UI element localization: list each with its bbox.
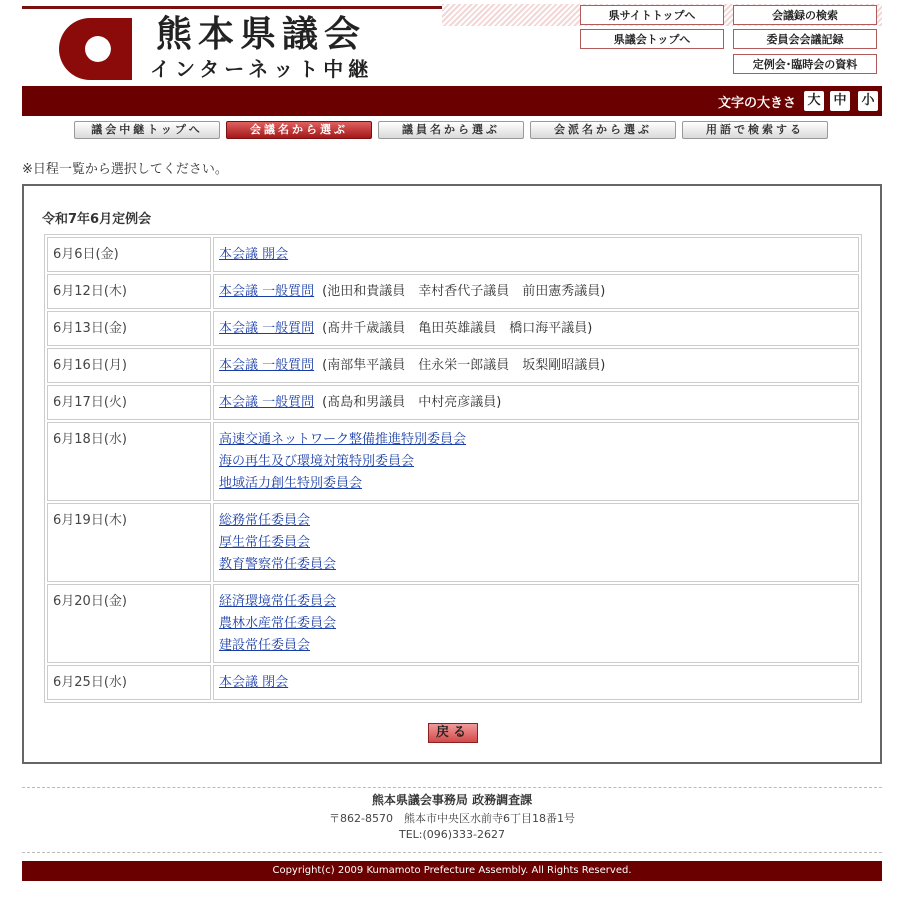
meeting-link[interactable]: 海の再生及び環境対策特別委員会 bbox=[219, 454, 415, 469]
nav-by-term[interactable]: 用語で検索する bbox=[682, 121, 828, 139]
page bbox=[22, 0, 882, 876]
meeting-link[interactable]: 本会議 開会 bbox=[219, 247, 289, 262]
event-line bbox=[219, 510, 853, 532]
event-line bbox=[219, 473, 853, 495]
nav-broadcast-top[interactable]: 議会中継トップへ bbox=[74, 121, 220, 139]
font-large-button[interactable]: 大 bbox=[804, 91, 824, 111]
schedule-date: 6月6日(金) bbox=[47, 237, 211, 272]
meeting-link[interactable]: 総務常任委員会 bbox=[219, 513, 311, 528]
event-line bbox=[219, 429, 853, 451]
minutes-search-button[interactable]: 会議録の検索 bbox=[733, 5, 877, 25]
event-line bbox=[219, 554, 853, 576]
meeting-link[interactable]: 本会議 一般質問 bbox=[219, 358, 315, 373]
schedule-panel bbox=[22, 184, 882, 764]
copyright: Copyright(c) 2009 Kumamoto Prefecture Assembly. All Rights Reserved. bbox=[22, 861, 882, 881]
meeting-link[interactable]: 厚生常任委員会 bbox=[219, 535, 311, 550]
meeting-link[interactable]: 農林水産常任委員会 bbox=[219, 616, 337, 631]
schedule-row bbox=[47, 348, 859, 383]
schedule-events bbox=[213, 348, 859, 383]
schedule-row bbox=[47, 274, 859, 309]
schedule-date: 6月18日(水) bbox=[47, 422, 211, 501]
speaker-list: (髙井千歳議員 亀田英雄議員 橋口海平議員) bbox=[322, 321, 593, 336]
schedule-events bbox=[213, 311, 859, 346]
schedule-events bbox=[213, 385, 859, 420]
event-line bbox=[219, 613, 853, 635]
event-line bbox=[219, 392, 853, 414]
schedule-events bbox=[213, 503, 859, 582]
event-line bbox=[219, 532, 853, 554]
meeting-link[interactable]: 本会議 一般質問 bbox=[219, 395, 315, 410]
font-medium-button[interactable]: 中 bbox=[830, 91, 850, 111]
schedule-row bbox=[47, 422, 859, 501]
site-subtitle: インターネット中継 bbox=[150, 57, 374, 81]
schedule-date: 6月17日(火) bbox=[47, 385, 211, 420]
meeting-link[interactable]: 本会議 一般質問 bbox=[219, 284, 315, 299]
event-line bbox=[219, 244, 853, 266]
font-small-button[interactable]: 小 bbox=[858, 91, 878, 111]
site-title: 熊本県議会 bbox=[156, 13, 367, 55]
footer-org: 熊本県議会事務局 政務調査課 bbox=[371, 793, 533, 807]
instruction-text: ※日程一覧から選択してください。 bbox=[22, 162, 228, 177]
meeting-link[interactable]: 教育警察常任委員会 bbox=[219, 557, 337, 572]
logo-emblem-icon bbox=[50, 18, 132, 80]
event-line bbox=[219, 591, 853, 613]
site-top-button[interactable]: 県サイトトップへ bbox=[580, 5, 724, 25]
nav-by-faction[interactable]: 会派名から選ぶ bbox=[530, 121, 676, 139]
schedule-events bbox=[213, 584, 859, 663]
meeting-link[interactable]: 高速交通ネットワーク整備推進特別委員会 bbox=[219, 432, 467, 447]
event-line bbox=[219, 672, 853, 694]
event-line bbox=[219, 635, 853, 657]
footer-divider bbox=[22, 852, 882, 853]
schedule-events bbox=[213, 665, 859, 700]
header-rule bbox=[22, 6, 442, 9]
schedule-row bbox=[47, 584, 859, 663]
meeting-link[interactable]: 地域活力創生特別委員会 bbox=[219, 476, 363, 491]
font-size-label: 文字の大きさ bbox=[717, 96, 796, 111]
speaker-list: (髙島和男議員 中村亮彦議員) bbox=[322, 395, 502, 410]
committee-records-button[interactable]: 委員会会議記録 bbox=[733, 29, 877, 49]
council-top-button[interactable]: 県議会トップへ bbox=[580, 29, 724, 49]
schedule-date: 6月16日(月) bbox=[47, 348, 211, 383]
event-line bbox=[219, 281, 853, 303]
schedule-events bbox=[213, 274, 859, 309]
nav-by-member[interactable]: 議員名から選ぶ bbox=[378, 121, 524, 139]
nav-by-meeting[interactable]: 会議名から選ぶ bbox=[226, 121, 372, 139]
footer-address: 〒862-8570 熊本市中央区水前寺6丁目18番1号 bbox=[329, 812, 575, 825]
schedule-date: 6月19日(木) bbox=[47, 503, 211, 582]
schedule-date: 6月13日(金) bbox=[47, 311, 211, 346]
speaker-list: (池田和貴議員 幸村香代子議員 前田憲秀議員) bbox=[322, 284, 606, 299]
schedule-row bbox=[47, 311, 859, 346]
speaker-list: (南部隼平議員 住永栄一郎議員 坂梨剛昭議員) bbox=[322, 358, 606, 373]
event-line bbox=[219, 451, 853, 473]
footer-divider bbox=[22, 787, 882, 788]
event-line bbox=[219, 318, 853, 340]
event-line bbox=[219, 355, 853, 377]
meeting-link[interactable]: 本会議 閉会 bbox=[219, 675, 289, 690]
schedule-row bbox=[47, 237, 859, 272]
schedule-row bbox=[47, 503, 859, 582]
footer-tel: TEL:(096)333-2627 bbox=[398, 828, 506, 841]
header bbox=[22, 0, 882, 86]
session-materials-button[interactable]: 定例会･臨時会の資料 bbox=[733, 54, 877, 74]
schedule-date: 6月12日(木) bbox=[47, 274, 211, 309]
schedule-date: 6月25日(水) bbox=[47, 665, 211, 700]
schedule-table bbox=[44, 234, 862, 703]
meeting-link[interactable]: 経済環境常任委員会 bbox=[219, 594, 337, 609]
font-size-bar bbox=[22, 86, 882, 116]
schedule-events bbox=[213, 422, 859, 501]
meeting-link[interactable]: 建設常任委員会 bbox=[219, 638, 311, 653]
schedule-row bbox=[47, 665, 859, 700]
schedule-events bbox=[213, 237, 859, 272]
back-button[interactable]: 戻る bbox=[428, 723, 478, 743]
schedule-date: 6月20日(金) bbox=[47, 584, 211, 663]
schedule-row bbox=[47, 385, 859, 420]
session-title: 令和7年6月定例会 bbox=[42, 212, 152, 227]
meeting-link[interactable]: 本会議 一般質問 bbox=[219, 321, 315, 336]
